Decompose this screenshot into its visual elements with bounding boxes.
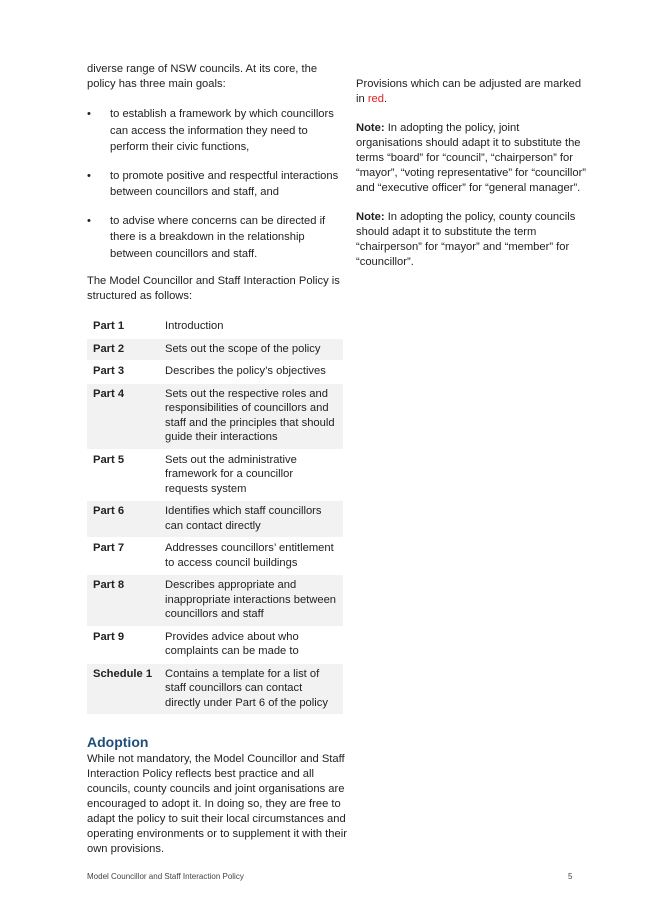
intro-paragraph: diverse range of NSW councils. At its core, the policy has three main goals: bbox=[87, 63, 318, 90]
goal-item bbox=[87, 168, 347, 201]
part-description: Contains a template for a list of staff councillors can contact directly under Part 6 of the policy bbox=[159, 663, 343, 715]
part-name: Part 6 bbox=[87, 501, 159, 538]
table-row bbox=[87, 361, 343, 384]
right-column bbox=[356, 77, 588, 270]
part-description: Provides advice about who complaints can be made to bbox=[165, 630, 299, 657]
goal-text: to promote positive and respectful interactions between councillors and staff, and bbox=[110, 169, 339, 198]
goal-text: to establish a framework by which councillors can access the information they need to perform their civic functions, bbox=[110, 108, 334, 153]
part-description: Sets out the scope of the policy bbox=[159, 338, 343, 361]
provisions-red-word: red bbox=[367, 93, 384, 105]
provisions-paragraph bbox=[356, 77, 588, 107]
part-name: Part 9 bbox=[93, 630, 125, 643]
goal-item bbox=[87, 213, 347, 263]
provisions-text: Provisions which can be adjusted are marked in bbox=[356, 78, 582, 105]
note-label: Note: bbox=[356, 211, 385, 223]
table-row bbox=[87, 501, 343, 538]
bullet-icon: • bbox=[87, 108, 91, 120]
goal-item bbox=[87, 106, 347, 156]
structure-paragraph: The Model Councillor and Staff Interaction Policy is structured as follows: bbox=[87, 275, 340, 302]
note-county-councils bbox=[356, 210, 588, 270]
left-column bbox=[87, 62, 347, 857]
page-number: 5 bbox=[568, 872, 573, 881]
note-joint-organisations bbox=[356, 121, 588, 196]
table-row bbox=[87, 575, 343, 627]
part-name: Schedule 1 bbox=[87, 663, 159, 715]
adoption-heading: Adoption bbox=[87, 734, 149, 750]
table-row bbox=[87, 538, 343, 575]
table-row bbox=[87, 316, 343, 338]
part-name: Part 1 bbox=[93, 320, 125, 332]
table-row bbox=[87, 663, 343, 715]
parts-table bbox=[87, 316, 343, 715]
part-name: Part 8 bbox=[87, 575, 159, 627]
table-row bbox=[87, 338, 343, 361]
note-text: In adopting the policy, joint organisations should adapt it to substitute the terms “board” for “council”, “chairperson” for “mayor”, “voting representative” for “councillor” and “executive officer” for “general manager”. bbox=[356, 122, 587, 194]
part-description: Addresses councillors’ entitlement to access council buildings bbox=[165, 542, 334, 569]
bullet-icon: • bbox=[87, 214, 91, 227]
part-description: Identifies which staff councillors can contact directly bbox=[159, 501, 343, 538]
part-description: Sets out the respective roles and responsibilities of councillors and staff and the principles that should guide their interactions bbox=[159, 383, 343, 449]
part-name: Part 2 bbox=[87, 338, 159, 361]
part-description: Describes appropriate and inappropriate interactions between councillors and staff bbox=[159, 575, 343, 627]
goal-text: to advise where concerns can be directed if there is a breakdown in the relationship between councillors and staff. bbox=[110, 214, 326, 260]
note-text: In adopting the policy, county councils should adapt it to substitute the term “chairperson” for “mayor” and “member” for “councillor”. bbox=[356, 211, 576, 268]
provisions-period: . bbox=[384, 93, 388, 105]
table-row bbox=[87, 626, 343, 663]
part-name: Part 3 bbox=[93, 365, 125, 377]
part-description: Describes the policy’s objectives bbox=[165, 365, 326, 377]
note-label: Note: bbox=[356, 122, 385, 134]
part-name: Part 7 bbox=[93, 542, 125, 554]
adoption-paragraph: While not mandatory, the Model Councillor and Staff Interaction Policy reflects best practice and all councils, county councils and joint organisations are encouraged to adopt it. In doing so, they are free to adapt the policy to suit their local circumstances and operating environments or to supplement it with their own provisions. bbox=[87, 753, 347, 855]
goals-list bbox=[87, 106, 347, 262]
footer-title: Model Councillor and Staff Interaction Policy bbox=[87, 872, 244, 881]
part-description: Introduction bbox=[165, 320, 224, 332]
table-row bbox=[87, 383, 343, 449]
bullet-icon: • bbox=[87, 169, 91, 182]
part-name: Part 4 bbox=[87, 383, 159, 449]
table-row bbox=[87, 449, 343, 501]
part-name: Part 5 bbox=[93, 453, 125, 466]
part-description: Sets out the administrative framework for a councillor requests system bbox=[165, 453, 297, 495]
